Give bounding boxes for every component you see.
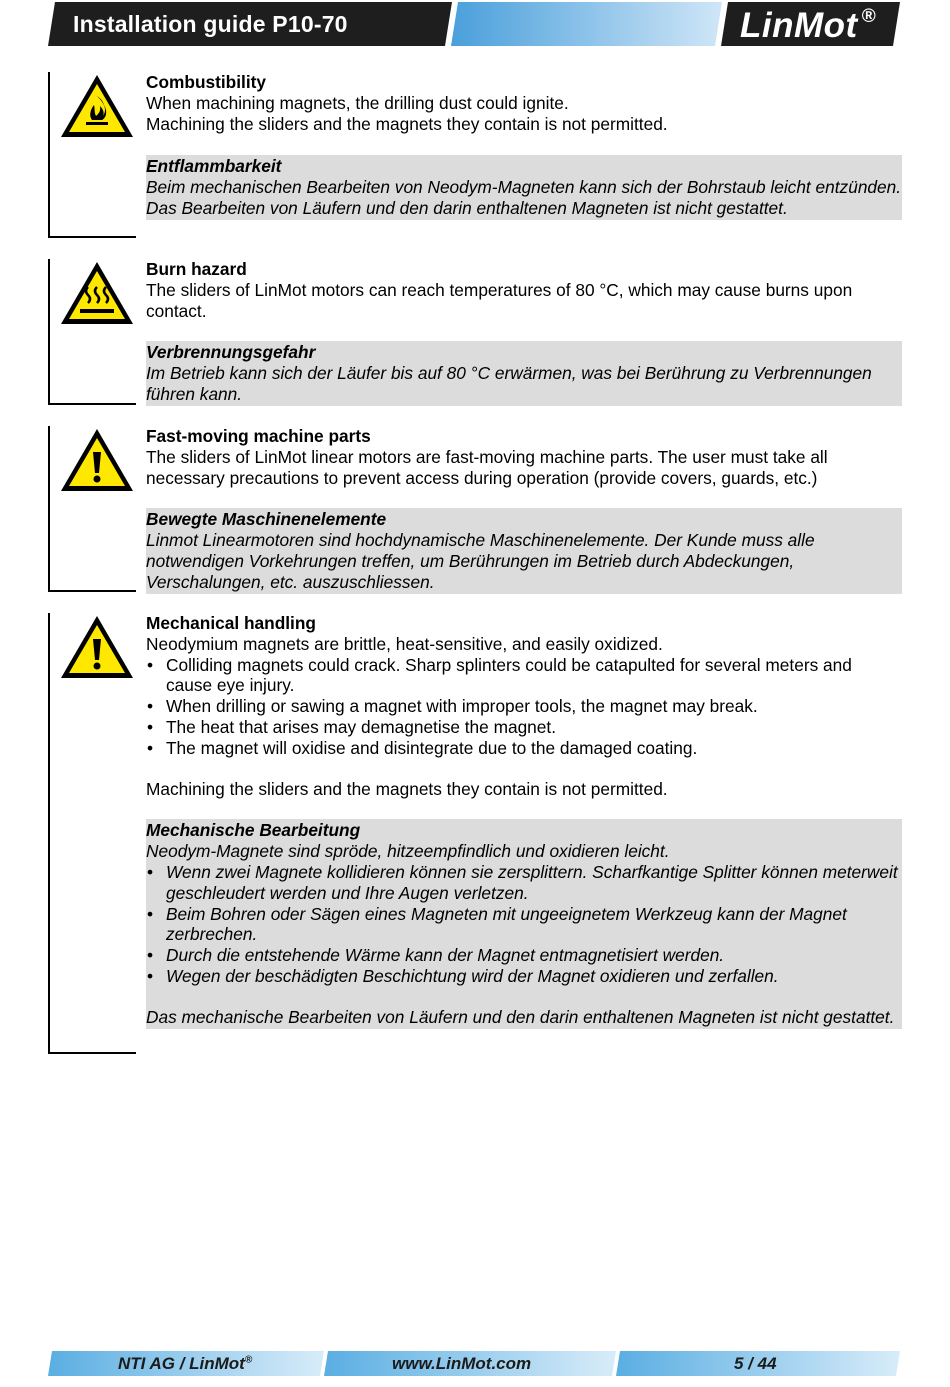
footer-company: NTI AG / LinMot® — [118, 1354, 253, 1373]
list-item: • Wegen der beschädigten Beschichtung wird der Magnet oxidieren und zerfallen. — [146, 966, 902, 987]
german-translation — [146, 819, 902, 1028]
warning-exclamation-icon — [58, 426, 136, 494]
section-title: Burn hazard — [146, 259, 247, 279]
body-text: When machining magnets, the drilling dust could ignite. — [146, 92, 569, 113]
body-text-de: Das mechanische Bearbeiten von Läufern und den darin enthaltenen Magneten ist nicht gestattet. — [146, 1006, 895, 1027]
body-text-de: Im Betrieb kann sich der Läufer bis auf 80 °C erwärmen, was bei Berührung zu Verbrennungen führen kann. — [146, 363, 872, 404]
list-item: • Wenn zwei Magnete kollidieren können sie zersplittern. Scharfkantige Splitter können meterweit geschleudert werden und Ihre Augen verletzen. — [146, 862, 902, 904]
section-title-de: Entflammbarkeit — [146, 156, 282, 177]
section-title: Combustibility — [146, 72, 267, 92]
body-text: The sliders of LinMot linear motors are fast-moving machine parts. The user must take all necessary precautions to prevent access during operation (provide covers, guards, etc.) — [146, 446, 828, 488]
list-item: • Beim Bohren oder Sägen eines Magneten mit ungeeignetem Werkzeug kann der Magnet zerbrechen. — [146, 904, 902, 946]
section-title: Fast-moving machine parts — [146, 426, 371, 446]
safety-section-burn-hazard — [48, 259, 902, 404]
page-number: 5 / 44 — [734, 1354, 777, 1373]
body-text: The sliders of LinMot motors can reach temperatures of 80 °C, which may cause burns upon contact. — [146, 279, 853, 321]
german-translation — [146, 155, 902, 219]
body-text-de: Das Bearbeiten von Läufern und den darin enthaltenen Magneten ist nicht gestattet. — [146, 197, 788, 218]
hot-surface-icon — [58, 259, 136, 327]
body-text: Machining the sliders and the magnets they contain is not permitted. — [146, 778, 668, 799]
page-footer — [0, 1351, 950, 1377]
document-title: Installation guide P10-70 — [73, 11, 348, 37]
brand-logo: LinMot ® — [740, 6, 877, 45]
body-text: Machining the sliders and the magnets they contain is not permitted. — [146, 113, 668, 134]
german-translation — [146, 508, 902, 593]
warning-exclamation-icon — [58, 613, 136, 681]
safety-section-mechanical-handling — [48, 613, 902, 1053]
fire-hazard-icon — [58, 72, 136, 140]
list-item: • Durch die entstehende Wärme kann der Magnet entmagnetisiert werden. — [146, 945, 902, 966]
bullet-list — [146, 655, 902, 759]
body-text-de: Linmot Linearmotoren sind hochdynamische Maschinenelemente. Der Kunde muss alle notwendigen Vorkehrungen treffen, um Berührungen im Betrieb durch Abdeckungen, Verschalungen, etc. auszuschliessen. — [146, 530, 815, 592]
footer-website: www.LinMot.com — [392, 1354, 532, 1373]
body-text-de: Beim mechanischen Bearbeiten von Neodym-Magneten kann sich der Bohrstaub leicht entzünden. — [146, 177, 902, 198]
section-title: Mechanical handling — [146, 613, 316, 633]
section-title-de: Verbrennungsgefahr — [146, 342, 316, 363]
body-text-de: Neodym-Magnete sind spröde, hitzeempfindlich und oxidieren leicht. — [146, 841, 670, 862]
list-item: • When drilling or sawing a magnet with improper tools, the magnet may break. — [146, 696, 902, 717]
safety-section-fast-moving-parts — [48, 426, 902, 591]
safety-section-combustibility — [48, 72, 902, 237]
german-translation — [146, 341, 902, 405]
section-title-de: Mechanische Bearbeitung — [146, 820, 361, 841]
list-item: • The magnet will oxidise and disintegrate due to the damaged coating. — [146, 738, 902, 759]
body-text: Neodymium magnets are brittle, heat-sensitive, and easily oxidized. — [146, 633, 663, 654]
bullet-list-de — [146, 862, 902, 987]
page-header — [0, 2, 950, 48]
list-item: • Colliding magnets could crack. Sharp splinters could be catapulted for several meters and cause eye injury. — [146, 655, 902, 697]
list-item: • The heat that arises may demagnetise the magnet. — [146, 717, 902, 738]
section-title-de: Bewegte Maschinenelemente — [146, 509, 387, 530]
